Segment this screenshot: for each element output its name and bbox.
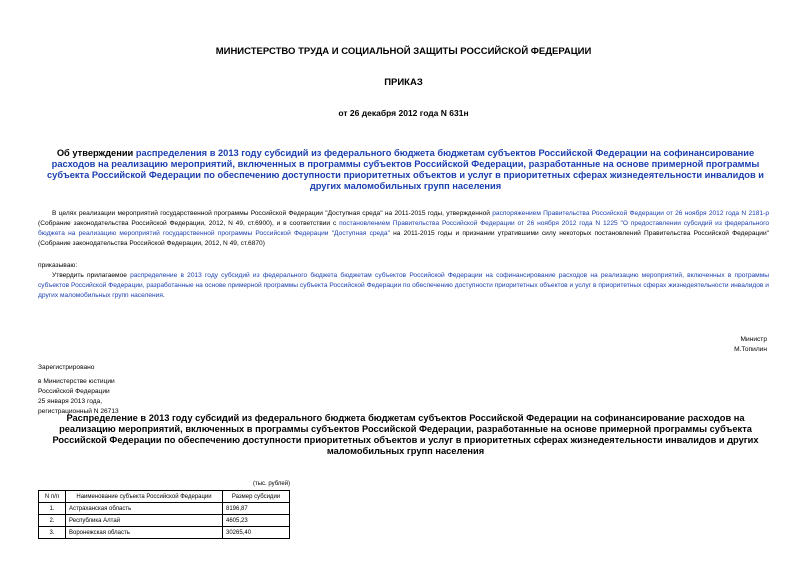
- row-number: 2.: [39, 515, 66, 527]
- preamble-text-3: на 2011-2015 годы и признании утратившими силу некоторых постановлений Правительства Российской Федерации" (Собрание законодательства Российской Федерации, 2012, N 49, ст.6870): [38, 230, 769, 247]
- distribution-link[interactable]: распределение в 2013 году субсидий из федерального бюджета бюджетам субъектов Российской Федерации на софинансирование расходов на реализацию мероприятий, включенных в программы субъектов Российской Федерации, разработанные на основе примерной программы субъекта Российской Федерации по обеспечению доступности приоритетных объектов и услуг в приоритетных сферах жизнедеятельности инвалидов и других маломобильных групп населения: [38, 272, 769, 299]
- registration-line-1: Зарегистрировано: [38, 364, 95, 371]
- registration-block: [38, 363, 119, 417]
- registration-line-5: регистрационный N 26713: [38, 408, 119, 415]
- orders-label: приказываю:: [38, 262, 78, 269]
- signature-name: М.Топилин: [734, 346, 767, 353]
- document-date: от 26 декабря 2012 года N 631н: [338, 108, 469, 118]
- registration-line-3: Российской Федерации: [38, 388, 110, 395]
- order-text-1: Утвердить прилагаемое: [52, 272, 131, 279]
- column-header-number: N п/п: [39, 491, 66, 503]
- table-row: [39, 503, 290, 515]
- registration-line-2: в Министерстве юстиции: [38, 378, 115, 385]
- row-number: 3.: [39, 527, 66, 539]
- row-number: 1.: [39, 503, 66, 515]
- table-units: (тыс. рублей): [253, 481, 291, 487]
- preamble-text-1: В целях реализации мероприятий государственной программы Российской Федерации "Доступная среда" на 2011-2015 годы, утвержденной: [52, 210, 493, 217]
- decree-link-2181[interactable]: распоряжением Правительства Российской Федерации от 26 ноября 2012 года N 2181-р: [492, 210, 769, 217]
- row-region: Республика Алтай: [66, 515, 223, 527]
- subsidy-table: [38, 490, 290, 539]
- decree-link-1225[interactable]: постановлением Правительства Российской Федерации от 26 ноября 2012 года N 1225 "О предоставлении субсидий из федерального бюджета на реализацию мероприятий государственной программы Российской Федерации "Доступная среда": [38, 220, 769, 237]
- heading-link[interactable]: распределения в 2013 году субсидий из федерального бюджета бюджетам субъектов Российской Федерации на софинансирование расходов на реализацию мероприятий, включенных в программы субъектов Российской Федерации, разработанные на основе примерной программы субъекта Российской Федерации по обеспечению доступности приоритетных объектов и услуг в приоритетных сферах жизнедеятельности инвалидов и других маломобильных групп населения: [46, 148, 764, 191]
- distribution-heading: Распределение в 2013 году субсидий из федерального бюджета бюджетам субъектов Российской Федерации на софинансирование расходов на реализацию мероприятий, включенных в программы субъектов Российской Федерации, разработанные на основе примерной программы субъекта Российской Федерации по обеспечению доступности приоритетных объектов и услуг в приоритетных сферах жизнедеятельности инвалидов и других маломобильных групп населения: [52, 413, 759, 456]
- document-heading: [38, 148, 773, 192]
- order-text-2: .: [162, 292, 165, 299]
- table-row: [39, 515, 290, 527]
- document-type: ПРИКАЗ: [384, 77, 423, 88]
- preamble-paragraph: [38, 209, 769, 249]
- preamble-text-2: (Собрание законодательства Российской Федерации, 2012, N 49, ст.6900), и в соответствии с: [38, 220, 340, 227]
- row-amount: 8196,87: [223, 503, 290, 515]
- row-amount: 30265,40: [223, 527, 290, 539]
- table-header-row: [39, 491, 290, 503]
- ministry-title: МИНИСТЕРСТВО ТРУДА И СОЦИАЛЬНОЙ ЗАЩИТЫ РОССИЙСКОЙ ФЕДЕРАЦИИ: [215, 46, 592, 57]
- registration-line-4: 25 января 2013 года,: [38, 398, 103, 405]
- column-header-region: Наименование субъекта Российской Федерации: [66, 491, 223, 503]
- row-region: Воронежская область: [66, 527, 223, 539]
- signature-block: [734, 335, 767, 355]
- row-amount: 4605,23: [223, 515, 290, 527]
- signature-title: Министр: [740, 336, 767, 343]
- heading-prefix: Об утверждении: [56, 148, 136, 158]
- table-row: [39, 527, 290, 539]
- column-header-amount: Размер субсидии: [223, 491, 290, 503]
- order-paragraph: [38, 271, 769, 301]
- row-region: Астраханская область: [66, 503, 223, 515]
